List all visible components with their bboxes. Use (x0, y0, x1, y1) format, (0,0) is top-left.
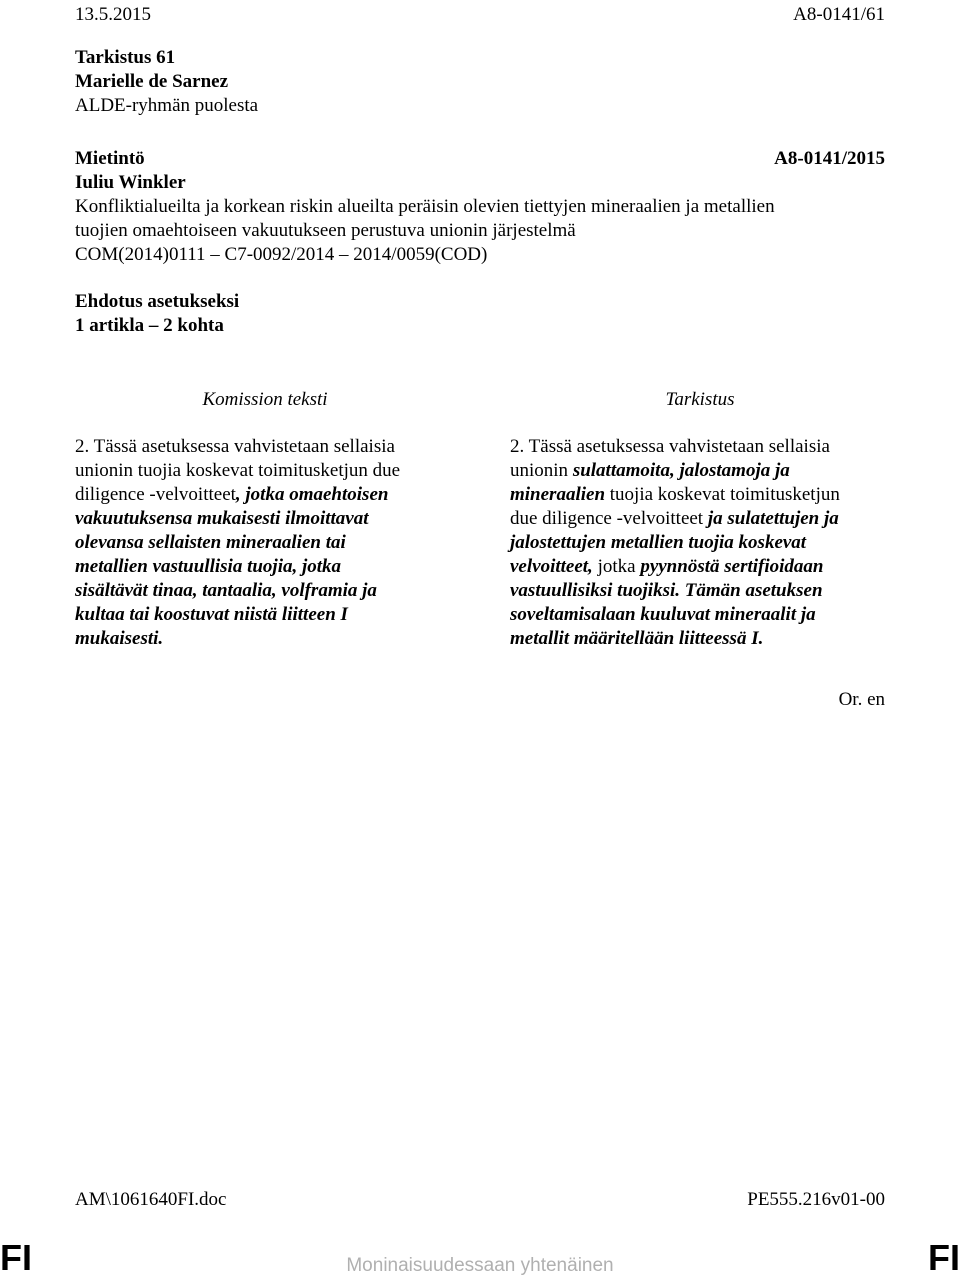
amendment-number: Tarkistus 61 (75, 47, 176, 68)
commission-text-emphasis-text: metallien vastuullisia tuojia, jotka (75, 556, 342, 577)
report-title-line-1: Konfliktialueilta ja korkean riskin alueilta peräisin olevien tiettyjen mineraalien ja metallien (75, 196, 775, 217)
amendment-text-emphasis-text: soveltamisalaan kuuluvat mineraalit ja (510, 604, 816, 625)
report-label: Mietintö (75, 148, 145, 169)
commission-text-text: diligence -velvoitteet (75, 484, 236, 505)
amendment-author: Marielle de Sarnez (75, 71, 229, 92)
amendment-text-text: 2. Tässä asetuksessa vahvistetaan sellaisia (510, 436, 830, 457)
amendment-text-emphasis-text: sulattamoita, jalostamoja ja (572, 460, 790, 481)
amendment-text-line (510, 483, 890, 507)
article-reference: 1 artikla – 2 kohta (75, 315, 224, 336)
amendment-text-emphasis-text: mineraalien (510, 484, 606, 505)
commission-text-text: 2. Tässä asetuksessa vahvistetaan sellaisia (75, 436, 395, 457)
amendment-text-line (510, 579, 890, 603)
amendment-text (510, 435, 890, 651)
language-code-right: FI (928, 1237, 960, 1278)
commission-text-text: unionin tuojia koskevat toimitusketjun due (75, 460, 401, 481)
political-group: ALDE-ryhmän puolesta (75, 95, 259, 116)
commission-text-emphasis-text: vakuutuksensa mukaisesti ilmoittavat (75, 508, 369, 529)
commission-text-emphasis-text: sisältävät tinaa, tantaalia, volframia ja (75, 580, 377, 601)
amendment-text-emphasis-text: velvoitteet, (510, 556, 593, 577)
right-column-header: Tarkistus (665, 389, 735, 410)
amendment-text-emphasis-text: ja sulatettujen ja (707, 508, 839, 529)
report-reference: A8-0141/2015 (774, 148, 885, 169)
amendment-text-text: due diligence -velvoitteet (510, 508, 708, 529)
proposal-title: Ehdotus asetukseksi (75, 291, 240, 312)
amendment-text-text: jotka (592, 556, 641, 577)
commission-text-line (75, 579, 455, 603)
commission-text-emphasis-text: mukaisesti. (75, 628, 164, 649)
amendment-text-emphasis-text: vastuullisiksi tuojiksi. Tämän asetuksen (510, 580, 823, 601)
commission-text-line (75, 435, 455, 459)
commission-text-line (75, 603, 455, 627)
document-filename: AM\1061640FI.doc (75, 1189, 227, 1210)
eu-motto: Moninaisuudessaan yhtenäinen (346, 1255, 614, 1276)
amendment-text-emphasis-text: jalostettujen metallien tuojia koskevat (510, 532, 807, 553)
commission-text-line (75, 459, 455, 483)
commission-text-line (75, 555, 455, 579)
commission-text-emphasis-text: olevansa sellaisten mineraalien tai (75, 532, 346, 553)
rapporteur: Iuliu Winkler (75, 172, 186, 193)
amendment-text-line (510, 603, 890, 627)
amendment-text-line (510, 531, 890, 555)
document-reference: A8-0141/61 (793, 4, 885, 25)
amendment-text-line (510, 507, 890, 531)
commission-text (75, 435, 455, 651)
commission-text-line (75, 531, 455, 555)
amendment-text-text: tuojia koskevat toimitusketjun (605, 484, 840, 505)
amendment-text-emphasis-text: pyynnöstä sertifioidaan (640, 556, 824, 577)
commission-text-emphasis-text: , jotka omaehtoisen (235, 484, 389, 505)
original-language: Or. en (838, 689, 885, 710)
document-date: 13.5.2015 (75, 4, 151, 25)
commission-text-line (75, 507, 455, 531)
pe-reference: PE555.216v01-00 (747, 1189, 885, 1210)
amendment-text-text: unionin (510, 460, 573, 481)
commission-text-line (75, 483, 455, 507)
commission-text-line (75, 627, 455, 651)
amendment-text-emphasis-text: metallit määritellään liitteessä I. (510, 628, 764, 649)
commission-text-emphasis-text: kultaa tai koostuvat niistä liitteen I (75, 604, 348, 625)
report-title-line-2: tuojien omaehtoiseen vakuutukseen perustuva unionin järjestelmä (75, 220, 576, 241)
left-column-header: Komission teksti (202, 389, 328, 410)
amendment-text-line (510, 555, 890, 579)
amendment-text-line (510, 627, 890, 651)
amendment-text-line (510, 435, 890, 459)
amendment-text-line (510, 459, 890, 483)
language-code-left: FI (0, 1237, 32, 1278)
procedure-reference: COM(2014)0111 – C7-0092/2014 – 2014/0059(COD) (75, 244, 488, 265)
